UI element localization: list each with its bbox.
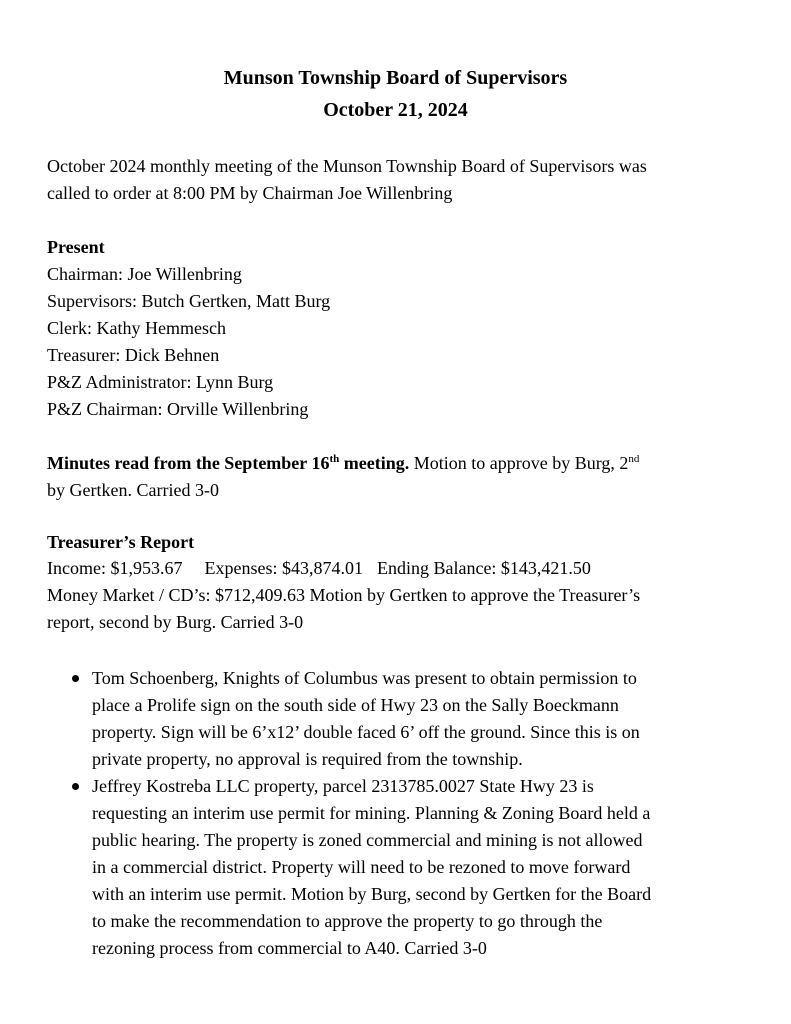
intro-line: called to order at 8:00 PM by Chairman Joe Willenbring [47,183,453,203]
minutes-motion: Motion to approve by Burg, 2nd [409,453,640,473]
list-item-line: in a commercial district. Property will need to be rezoned to move forward [92,857,631,877]
list-item-line: Jeffrey Kostreba LLC property, parcel 2313785.0027 State Hwy 23 is [92,776,594,796]
list-item-line: with an interim use permit. Motion by Burg, second by Gertken for the Board [92,884,652,904]
present-member: P&Z Administrator: Lynn Burg [47,372,274,392]
present-member: Supervisors: Butch Gertken, Matt Burg [47,291,331,311]
present-member: Chairman: Joe Willenbring [47,264,242,284]
list-item-line: property. Sign will be 6’x12’ double faced 6’ off the ground. Since this is on [92,722,640,742]
present-member: P&Z Chairman: Orville Willenbring [47,399,309,419]
list-item-line: Tom Schoenberg, Knights of Columbus was present to obtain permission to [92,668,637,688]
ending-balance-value: Ending Balance: $143,421.50 [376,558,591,578]
treasurer-line-2: Money Market / CD’s: $712,409.63 Motion by Gertken to approve the Treasurer’s [47,585,641,605]
treasurer-line-3: report, second by Burg. Carried 3-0 [47,612,304,632]
bullet-icon [72,783,79,790]
present-heading: Present [47,237,105,257]
document-title: Munson Township Board of Supervisors [223,67,568,89]
intro-line: October 2024 monthly meeting of the Munson Township Board of Supervisors was [47,156,647,176]
list-item-line: place a Prolife sign on the south side of Hwy 23 on the Sally Boeckmann [92,695,619,715]
minutes-line-2: by Gertken. Carried 3-0 [47,480,219,500]
minutes-line [47,451,639,475]
present-member: Clerk: Kathy Hemmesch [47,318,226,338]
treasurer-figures [47,556,591,580]
list-item-line: public hearing. The property is zoned commercial and mining is not allowed [92,830,643,850]
list-item-line: private property, no approval is required from the township. [92,749,523,769]
list-item-line: rezoning process from commercial to A40. Carried 3-0 [92,938,487,958]
bullet-icon [72,675,79,682]
meeting-date: October 21, 2024 [323,99,468,121]
list-item-line: requesting an interim use permit for mining. Planning & Zoning Board held a [92,803,651,823]
list-item-line: to make the recommendation to approve the property to go through the [92,911,603,931]
expenses-value: Expenses: $43,874.01 [204,558,363,578]
present-member: Treasurer: Dick Behnen [47,345,220,365]
treasurer-heading: Treasurer’s Report [47,532,195,552]
income-value: Income: $1,953.67 [47,558,183,578]
minutes-heading: Minutes read from the September 16th meeting. [47,453,410,473]
